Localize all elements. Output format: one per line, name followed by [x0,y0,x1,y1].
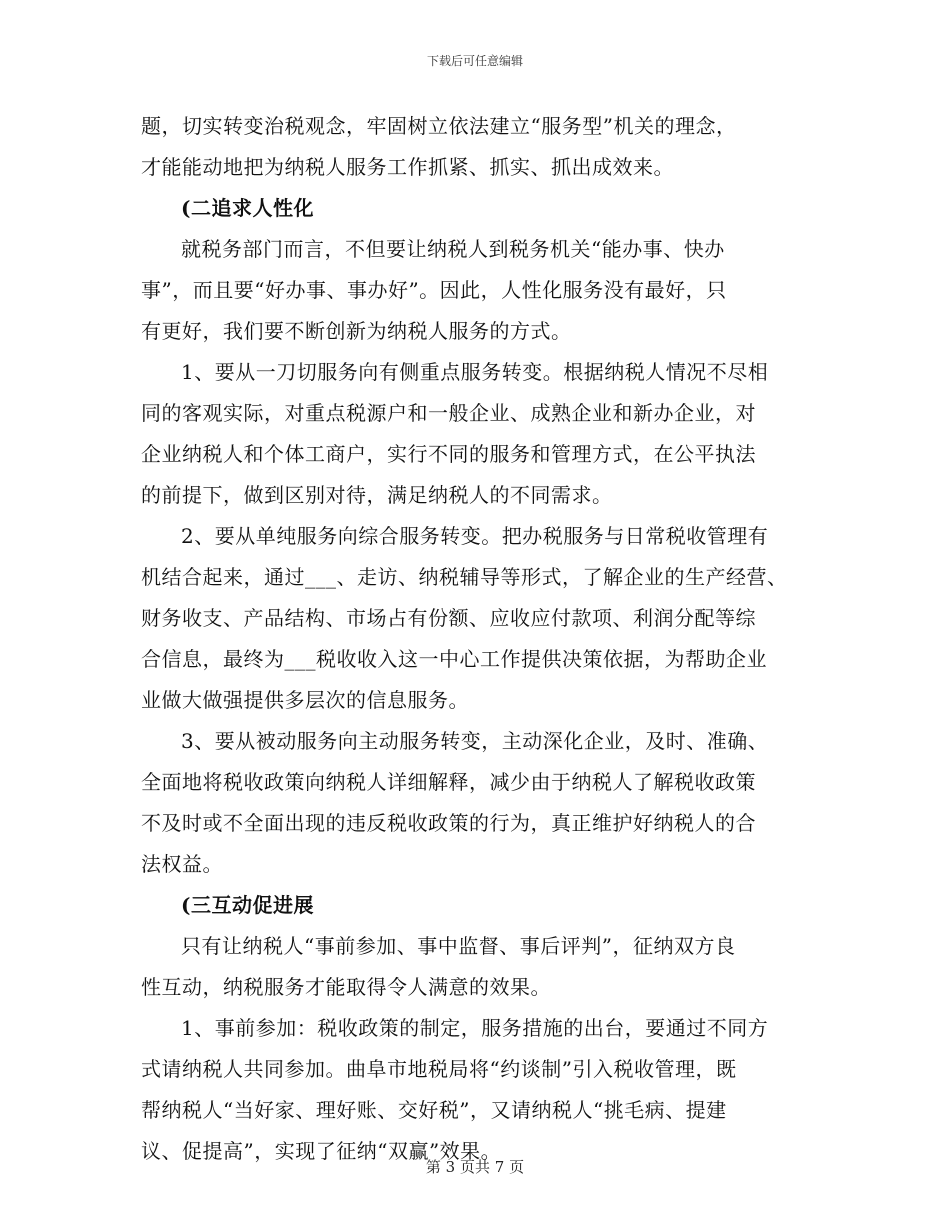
section-heading: (三互动促进展 [181,893,314,917]
text-line: 就税务部门而言，不但要让纳税人到税务机关“能办事、快办 [181,237,725,261]
text-line: 有更好，我们要不断创新为纳税人服务的方式。 [141,319,572,343]
text-line: 1、要从一刀切服务向有侧重点服务转变。根据纳税人情况不尽相 [181,360,769,384]
text-line: 帮纳税人“当好家、理好账、交好税”，又请纳税人“挑毛病、提建 [141,1098,727,1122]
text-line: 财务收支、产品结构、市场占有份额、应收应付款项、利润分配等综 [141,606,756,630]
text-line: 的前提下，做到区别对待，满足纳税人的不同需求。 [141,483,613,507]
text-line: 题，切实转变治税观念，牢固树立依法建立“服务型”机关的理念， [141,114,737,138]
text-line: 同的客观实际，对重点税源户和一般企业、成熟企业和新办企业，对 [141,401,756,425]
text-line: 2、要从单纯服务向综合服务转变。把办税服务与日常税收管理有 [181,524,769,548]
text-line: 法权益。 [141,852,223,876]
text-line: 企业纳税人和个体工商户，实行不同的服务和管理方式，在公平执法 [141,442,756,466]
text-line: 3、要从被动服务向主动服务转变，主动深化企业，及时、准确、 [181,729,769,753]
text-line: 性互动，纳税服务才能取得令人满意的效果。 [141,975,551,999]
text-line: 机结合起来，通过___、走访、纳税辅导等形式，了解企业的生产经营、 [141,565,788,589]
text-line: 事”，而且要“好办事、事办好”。因此，人性化服务没有最好，只 [141,278,727,302]
text-line: 议、促提高”，实现了征纳“双赢”效果。 [141,1139,502,1163]
text-line: 业做大做强提供多层次的信息服务。 [141,688,469,712]
text-line: 式请纳税人共同参加。曲阜市地税局将“约谈制”引入税收管理，既 [141,1057,737,1081]
document-body [141,106,821,1172]
text-line: 合信息，最终为___税收收入这一中心工作提供决策依据，为帮助企业 [141,647,767,671]
page-number: 第 3 页共 7 页 [425,1158,525,1176]
section-heading: (二追求人性化 [181,196,314,220]
text-line: 不及时或不全面出现的违反税收政策的行为，真正维护好纳税人的合 [141,811,756,835]
page-header-note: 下载后可任意编辑 [426,54,523,68]
text-line: 1、事前参加：税收政策的制定，服务措施的出台，要通过不同方 [181,1016,769,1040]
text-line: 才能能动地把为纳税人服务工作抓紧、抓实、抓出成效来。 [141,155,674,179]
text-line: 只有让纳税人“事前参加、事中监督、事后评判”，征纳双方良 [181,934,736,958]
text-line: 全面地将税收政策向纳税人详细解释，减少由于纳税人了解税收政策 [141,770,756,794]
